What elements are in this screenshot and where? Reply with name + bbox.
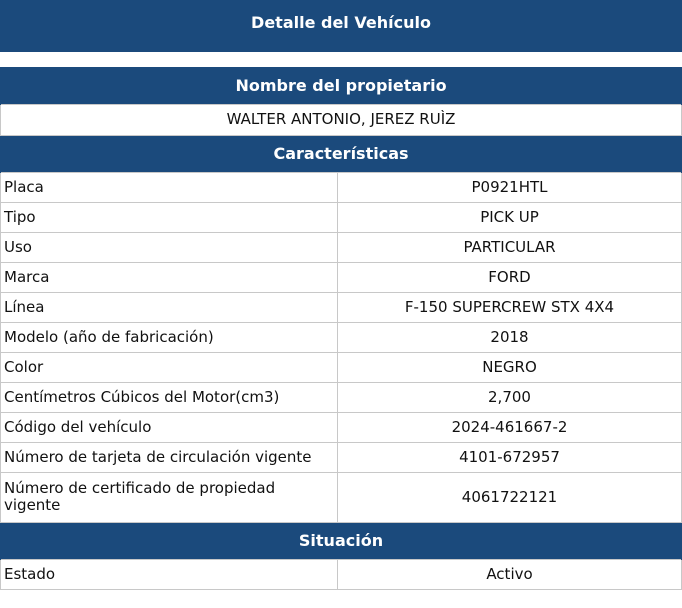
row-value: P0921HTL (338, 172, 682, 202)
table-row-color (1, 352, 682, 382)
row-value: 2018 (338, 322, 682, 352)
row-value: 4101-672957 (338, 442, 682, 472)
row-label: Centímetros Cúbicos del Motor(cm3) (1, 382, 338, 412)
situation-header-row (1, 522, 682, 559)
row-label: Placa (1, 172, 338, 202)
status-value: Activo (338, 559, 682, 589)
owner-section-header: Nombre del propietario (1, 67, 682, 104)
characteristics-section-header: Características (1, 135, 682, 172)
table-row-placa (1, 172, 682, 202)
table-row-linea (1, 292, 682, 322)
row-label: Código del vehículo (1, 412, 338, 442)
row-label: Marca (1, 262, 338, 292)
row-label: Número de certificado de propiedad vigente (1, 472, 338, 522)
row-value: FORD (338, 262, 682, 292)
row-value: PICK UP (338, 202, 682, 232)
row-label: Tipo (1, 202, 338, 232)
table-row-marca (1, 262, 682, 292)
row-label: Modelo (año de fabricación) (1, 322, 338, 352)
table-row-estado (1, 559, 682, 589)
owner-row (1, 104, 682, 135)
vehicle-detail-table (0, 67, 682, 590)
table-row-certificado (1, 472, 682, 522)
row-value: 2,700 (338, 382, 682, 412)
row-label: Número de tarjeta de circulación vigente (1, 442, 338, 472)
row-label: Estado (1, 559, 338, 589)
row-label: Color (1, 352, 338, 382)
row-value: 2024-461667-2 (338, 412, 682, 442)
row-value: F-150 SUPERCREW STX 4X4 (338, 292, 682, 322)
characteristics-header-row (1, 135, 682, 172)
row-label: Línea (1, 292, 338, 322)
table-row-codigo (1, 412, 682, 442)
table-row-modelo (1, 322, 682, 352)
owner-header-row (1, 67, 682, 104)
table-row-uso (1, 232, 682, 262)
table-row-tipo (1, 202, 682, 232)
table-row-tarjeta (1, 442, 682, 472)
page-title: Detalle del Vehículo (0, 0, 682, 52)
owner-name: WALTER ANTONIO, JEREZ RUÌZ (1, 104, 682, 135)
row-value: 4061722121 (338, 472, 682, 522)
row-value: NEGRO (338, 352, 682, 382)
table-row-cc-motor (1, 382, 682, 412)
row-label: Uso (1, 232, 338, 262)
situation-section-header: Situación (1, 522, 682, 559)
row-value: PARTICULAR (338, 232, 682, 262)
